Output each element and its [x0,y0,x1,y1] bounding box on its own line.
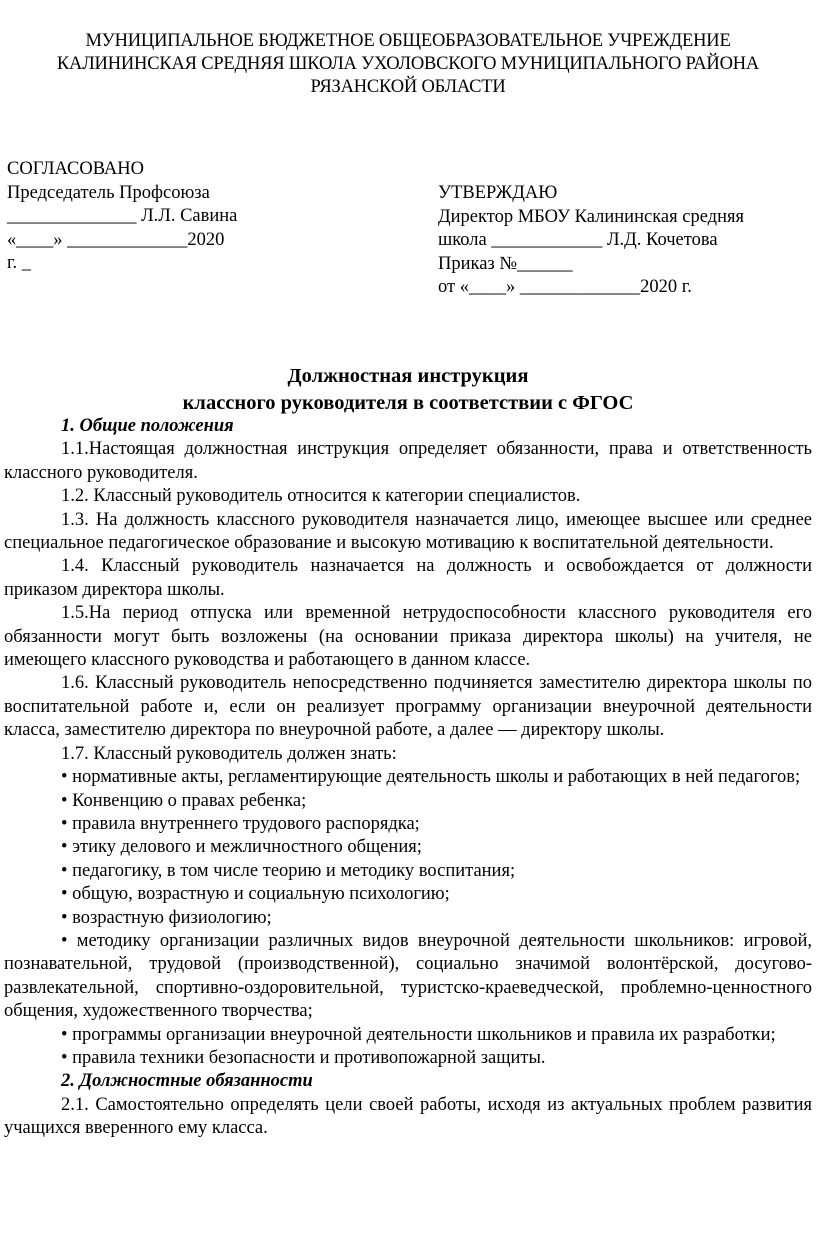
bullet-item: • возрастную физиологию; [61,907,272,928]
document-title [0,363,816,417]
agreed-year-suffix: г. _ [7,253,32,273]
school-header [0,30,816,99]
paragraph-2-1: 2.1. Самостоятельно определять цели своей работы, исходя из актуальных проблем развития учащихся вверенного ему класса. [4,1094,812,1139]
paragraph-1-7: 1.7. Классный руководитель должен знать: [61,743,397,764]
bullet-item: • правила техники безопасности и противопожарной защиты. [61,1047,546,1068]
paragraph-1-5: 1.5.На период отпуска или временной нетрудоспособности классного руководителя его обязанности могут быть возложены (на основании приказа директора школы) на учителя, не имеющего классного руководства и работающего в данном классе. [4,603,812,671]
header-line-1: МУНИЦИПАЛЬНОЕ БЮДЖЕТНОЕ ОБЩЕОБРАЗОВАТЕЛЬНОЕ УЧРЕЖДЕНИЕ [85,31,731,51]
agreed-heading: СОГЛАСОВАНО [7,159,144,179]
approved-order-number: Приказ №______ [438,253,573,274]
paragraph-1-6: 1.6. Классный руководитель непосредственно подчиняется заместителю директора школы по воспитательной работе и, если он реализует программу организации внеурочной деятельности класса, заместителю директора по внеурочной работе, а далее — директору школы. [4,673,812,741]
title-line-2: классного руководителя в соответствии с ФГОС [182,392,634,414]
bullet-item: • методику организации различных видов внеурочной деятельности школьников: игровой, познавательной, трудовой (производственной), социально значимой волонтёрской, досугово-развлекательной, спортивно-оздоровительной, туристско-краеведческой, проблемно-ценностного общения, художественного творчества; [4,930,812,1022]
paragraph-1-4: 1.4. Классный руководитель назначается на должность и освобождается от должности приказом директора школы. [4,556,812,600]
agreed-position: Председатель Профсоюза [7,182,210,203]
bullet-item: • правила внутреннего трудового распорядка; [61,813,420,834]
approved-heading: УТВЕРЖДАЮ [438,183,558,203]
paragraph-1-2: 1.2. Классный руководитель относится к категории специалистов. [61,486,581,507]
section-heading-1: 1. Общие положения [61,416,234,436]
paragraph-1-3: 1.3. На должность классного руководителя назначается лицо, имеющее высшее или среднее специальное педагогическое образование и высокую мотивацию к воспитательной деятельности. [4,509,812,554]
agreed-signature: ______________ Л.Л. Савина [7,206,238,226]
bullet-item: • нормативные акты, регламентирующие деятельность школы и работающих в ней педагогов; [61,767,801,788]
document-body [4,415,812,1141]
approved-position: Директор МБОУ Калининская средняя [438,206,745,227]
bullet-item: • Конвенцию о правах ребенка; [61,790,307,811]
section-heading-2: 2. Должностные обязанности [61,1071,313,1092]
paragraph-1-1: 1.1.Настоящая должностная инструкция определяет обязанности, права и ответственность классного руководителя. [4,439,812,483]
title-line-1: Должностная инструкция [287,365,529,387]
bullet-item: • педагогику, в том числе теорию и методику воспитания; [61,860,516,881]
approved-order-date: от «____» _____________2020 г. [438,277,692,297]
header-line-2: КАЛИНИНСКАЯ СРЕДНЯЯ ШКОЛА УХОЛОВСКОГО МУНИЦИПАЛЬНОГО РАЙОНА [56,54,760,74]
agreed-block [7,158,237,276]
header-line-3: РЯЗАНСКОЙ ОБЛАСТИ [310,77,506,97]
approved-signature: школа ____________ Л.Д. Кочетова [438,230,718,250]
bullet-item: • программы организации внеурочной деятельности школьников и правила их разработки; [61,1024,776,1045]
bullet-item: • этику делового и межличностного общения; [61,837,422,858]
agreed-date: «____» _____________2020 [7,229,225,250]
bullet-item: • общую, возрастную и социальную психологию; [61,884,450,905]
approved-block [438,182,744,300]
